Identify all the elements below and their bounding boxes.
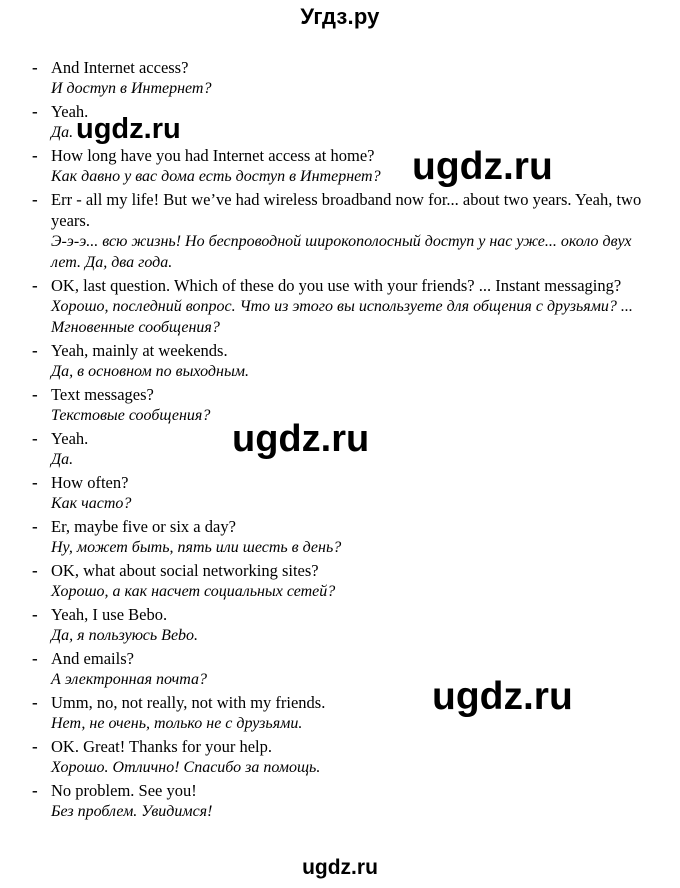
dash-marker: - <box>32 276 38 295</box>
watermark: ugdz.ru <box>432 675 573 718</box>
dialogue-turn <box>30 340 660 382</box>
russian-translation: Текстовые сообщения? <box>51 407 211 424</box>
dialogue-turn <box>30 604 660 646</box>
watermark: ugdz.ru <box>232 418 370 460</box>
dash-marker: - <box>32 190 38 209</box>
dialogue-turn <box>30 145 660 187</box>
english-line: Text messages? <box>51 385 154 404</box>
english-line: OK, last question. Which of these do you use with your friends? ... Instant messaging? <box>51 276 622 295</box>
english-line: No problem. See you! <box>51 781 197 800</box>
russian-translation: Ну, может быть, пять или шесть в день? <box>51 539 342 556</box>
footer-site-link[interactable]: ugdz.ru <box>302 856 378 879</box>
russian-translation: Как часто? <box>51 495 132 512</box>
site-title: Угдз.ру <box>300 4 380 29</box>
english-line: Yeah. <box>51 429 89 448</box>
english-line: Yeah, mainly at weekends. <box>51 341 228 360</box>
english-line: Yeah, I use Bebo. <box>51 605 168 624</box>
english-line: Er, maybe five or six a day? <box>51 517 236 536</box>
russian-translation: Хорошо, последний вопрос. Что из этого вы используете для общения с друзьями? ... Мгновенные сообщения? <box>51 298 633 336</box>
russian-translation: Нет, не очень, только не с друзьями. <box>51 715 303 732</box>
dialogue-turn <box>30 516 660 558</box>
russian-translation: Как давно у вас дома есть доступ в Интернет? <box>51 168 381 185</box>
dash-marker: - <box>32 385 38 404</box>
dash-marker: - <box>32 693 38 712</box>
russian-translation: Хорошо. Отлично! Спасибо за помощь. <box>51 759 321 776</box>
watermark: ugdz.ru <box>412 145 553 188</box>
russian-translation: Хорошо, а как насчет социальных сетей? <box>51 583 336 600</box>
russian-translation: А электронная почта? <box>51 671 208 688</box>
dash-marker: - <box>32 605 38 624</box>
dash-marker: - <box>32 737 38 756</box>
dash-marker: - <box>32 58 38 77</box>
dash-marker: - <box>32 517 38 536</box>
russian-translation: И доступ в Интернет? <box>51 80 212 97</box>
dash-marker: - <box>32 102 38 121</box>
russian-translation: Да. <box>51 124 74 141</box>
russian-translation: Без проблем. Увидимся! <box>51 803 213 820</box>
dialogue-turn <box>30 780 660 822</box>
dash-marker: - <box>32 473 38 492</box>
dash-marker: - <box>32 341 38 360</box>
english-line: How long have you had Internet access at home? <box>51 146 375 165</box>
dialogue-turn <box>30 189 660 273</box>
watermark: ugdz.ru <box>76 113 181 145</box>
dialogue-turn <box>30 472 660 514</box>
russian-translation: Да, я пользуюсь Bebo. <box>51 627 199 644</box>
russian-translation: Да. <box>51 451 74 468</box>
dialogue-turn <box>30 560 660 602</box>
dialogue-turn <box>30 57 660 99</box>
dialogue-turn <box>30 736 660 778</box>
dash-marker: - <box>32 429 38 448</box>
dialogue-turn <box>30 275 660 338</box>
english-line: And emails? <box>51 649 134 668</box>
russian-translation: Да, в основном по выходным. <box>51 363 249 380</box>
english-line: OK, what about social networking sites? <box>51 561 319 580</box>
dash-marker: - <box>32 146 38 165</box>
english-line: OK. Great! Thanks for your help. <box>51 737 273 756</box>
dash-marker: - <box>32 781 38 800</box>
english-line: How often? <box>51 473 129 492</box>
english-line: Umm, no, not really, not with my friends. <box>51 693 326 712</box>
dash-marker: - <box>32 649 38 668</box>
russian-translation: Э-э-э... всю жизнь! Но беспроводной широкополосный доступ у нас уже... около двух лет. Да, два года. <box>51 233 632 271</box>
dash-marker: - <box>32 561 38 580</box>
english-line: Err - all my life! But we’ve had wireless broadband now for... about two years. Yeah, two years. <box>51 190 642 230</box>
english-line: Yeah. <box>51 102 89 121</box>
english-line: And Internet access? <box>51 58 189 77</box>
